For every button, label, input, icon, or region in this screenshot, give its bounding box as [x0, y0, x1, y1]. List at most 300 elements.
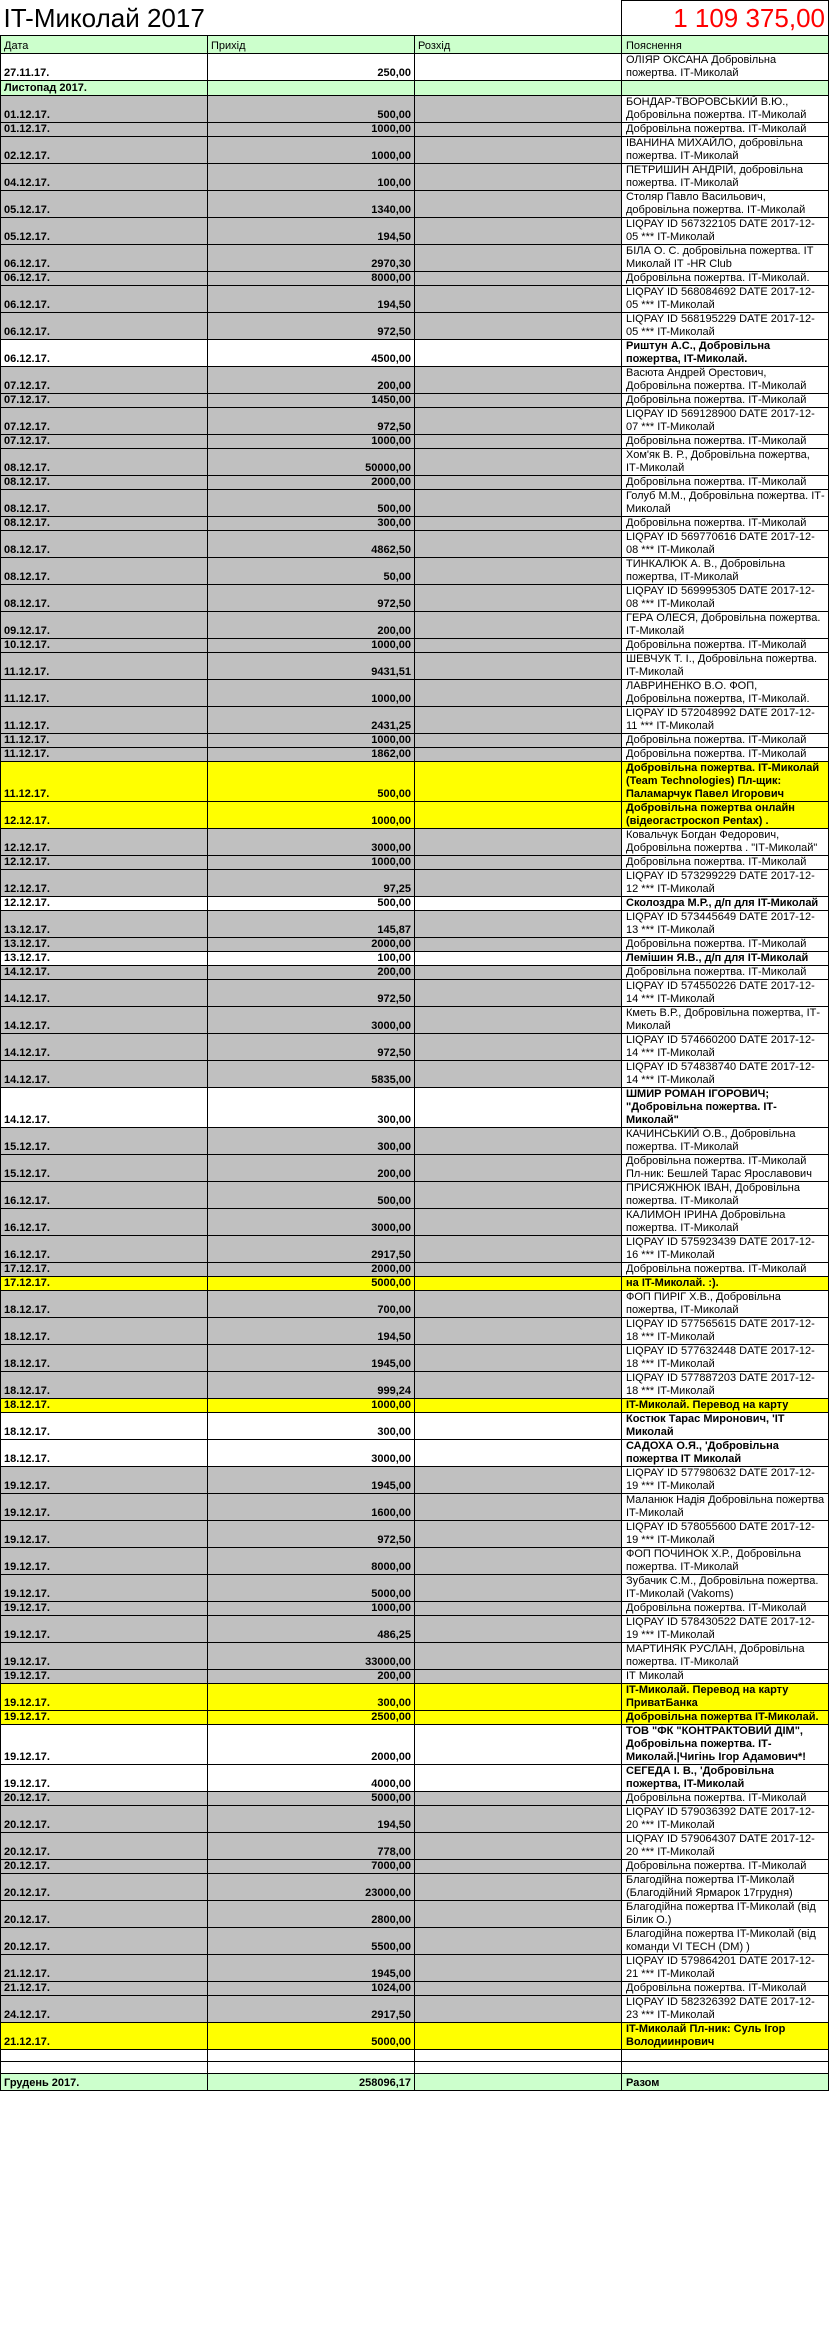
row-income[interactable]: 778,00	[208, 1833, 415, 1860]
row-note[interactable]: LIQPAY ID 577980632 DATE 2017-12-19 *** IT-Миколай	[622, 1467, 829, 1494]
row-income[interactable]: 500,00	[208, 1182, 415, 1209]
row-income[interactable]: 5000,00	[208, 1277, 415, 1291]
row-expense[interactable]	[415, 1440, 622, 1467]
row-note[interactable]: LIQPAY ID 572048992 DATE 2017-12-11 *** IT-Миколай	[622, 707, 829, 734]
row-date[interactable]: 08.12.17.	[1, 585, 208, 612]
row-note[interactable]: Добровільна пожертва. ІТ-Миколай Пл-ник: Бешлей Тарас Ярославович	[622, 1155, 829, 1182]
row-expense[interactable]	[415, 870, 622, 897]
row-date[interactable]: 13.12.17.	[1, 938, 208, 952]
row-note[interactable]: Костюк Тарас Миронович, 'IT Миколай	[622, 1413, 829, 1440]
row-expense[interactable]	[415, 1955, 622, 1982]
row-expense[interactable]	[415, 980, 622, 1007]
row-income[interactable]: 972,50	[208, 408, 415, 435]
row-expense[interactable]	[415, 191, 622, 218]
row-date[interactable]: 16.12.17.	[1, 1182, 208, 1209]
row-note[interactable]: Добровільна пожертва. ІТ-Миколай	[622, 123, 829, 137]
row-income[interactable]: 3000,00	[208, 1007, 415, 1034]
row-expense[interactable]	[415, 1602, 622, 1616]
row-note[interactable]: Добровільна пожертва. ІТ-Миколай	[622, 938, 829, 952]
row-income[interactable]: 500,00	[208, 897, 415, 911]
row-expense[interactable]	[415, 1901, 622, 1928]
row-income[interactable]: 1000,00	[208, 1602, 415, 1616]
row-expense[interactable]	[415, 585, 622, 612]
row-note[interactable]: Добровільна пожертва. ІТ-Миколай	[622, 435, 829, 449]
row-income[interactable]: 1000,00	[208, 137, 415, 164]
row-note[interactable]: Добровільна пожертва. ІТ-Миколай	[622, 1792, 829, 1806]
row-income[interactable]: 5000,00	[208, 2023, 415, 2050]
row-note[interactable]: LIQPAY ID 577632448 DATE 2017-12-18 *** IT-Миколай	[622, 1345, 829, 1372]
header-income[interactable]: Прихід	[208, 36, 415, 54]
row-note[interactable]: LIQPAY ID 579036392 DATE 2017-12-20 *** IT-Миколай	[622, 1806, 829, 1833]
row-expense[interactable]	[415, 1874, 622, 1901]
row-expense[interactable]	[415, 490, 622, 517]
row-date[interactable]: 06.12.17.	[1, 245, 208, 272]
row-expense[interactable]	[415, 829, 622, 856]
row-expense[interactable]	[415, 558, 622, 585]
row-date[interactable]: 12.12.17.	[1, 802, 208, 829]
row-date[interactable]: 10.12.17.	[1, 639, 208, 653]
row-expense[interactable]	[415, 612, 622, 639]
row-note[interactable]: КАЛИМОН ІРИНА Добровільна пожертва. ІТ-Миколай	[622, 1209, 829, 1236]
row-note[interactable]: Благодійна пожертва IT-Миколай (від Білик О.)	[622, 1901, 829, 1928]
row-note[interactable]: IT-Миколай. Перевод на карту ПриватБанка	[622, 1684, 829, 1711]
row-date[interactable]: 19.12.17.	[1, 1711, 208, 1725]
row-note[interactable]: LIQPAY ID 582326392 DATE 2017-12-23 *** IT-Миколай	[622, 1996, 829, 2023]
row-income[interactable]: 5500,00	[208, 1928, 415, 1955]
row-note[interactable]: Добровільна пожертва. ІТ-Миколай.	[622, 272, 829, 286]
row-income[interactable]: 5000,00	[208, 1792, 415, 1806]
empty-cell[interactable]	[1, 2062, 208, 2074]
row-date[interactable]: 19.12.17.	[1, 1467, 208, 1494]
row-expense[interactable]	[415, 1263, 622, 1277]
row-note[interactable]: Добровільна пожертва. ІТ-Миколай	[622, 1263, 829, 1277]
row-date[interactable]: 06.12.17.	[1, 313, 208, 340]
row-expense[interactable]	[415, 449, 622, 476]
row-expense[interactable]	[415, 1792, 622, 1806]
row-expense[interactable]	[415, 734, 622, 748]
row-expense[interactable]	[415, 1088, 622, 1128]
row-income[interactable]: 2000,00	[208, 938, 415, 952]
row-date[interactable]: 20.12.17.	[1, 1806, 208, 1833]
row-note[interactable]: LIQPAY ID 567322105 DATE 2017-12-05 *** IT-Миколай	[622, 218, 829, 245]
row-income[interactable]: 5835,00	[208, 1061, 415, 1088]
row-income[interactable]: 97,25	[208, 870, 415, 897]
row-date[interactable]: 14.12.17.	[1, 980, 208, 1007]
row-note[interactable]: БІЛА О. С. добровільна пожертва. ІТ Миколай ІТ -HR Club	[622, 245, 829, 272]
row-income[interactable]: 3000,00	[208, 829, 415, 856]
row-note[interactable]: LIQPAY ID 574550226 DATE 2017-12-14 *** IT-Миколай	[622, 980, 829, 1007]
row-expense[interactable]	[415, 286, 622, 313]
row-note[interactable]: Добровільна пожертва. ІТ-Миколай	[622, 734, 829, 748]
row-date[interactable]: 11.12.17.	[1, 680, 208, 707]
row-date[interactable]: 02.12.17.	[1, 137, 208, 164]
row-note[interactable]: Кметь В.Р., Добровільна пожертва, ІТ-Миколай	[622, 1007, 829, 1034]
row-expense[interactable]	[415, 218, 622, 245]
row-note[interactable]: Столяр Павло Васильович, добровільна пожертва. ІТ-Миколай	[622, 191, 829, 218]
row-income[interactable]: 200,00	[208, 367, 415, 394]
row-income[interactable]: 500,00	[208, 96, 415, 123]
row-date[interactable]: 08.12.17.	[1, 476, 208, 490]
row-expense[interactable]	[415, 1236, 622, 1263]
row-income[interactable]: 200,00	[208, 612, 415, 639]
row-income[interactable]: 50,00	[208, 558, 415, 585]
row-note[interactable]: Голуб М.М., Добровільна пожертва. ІТ-Миколай	[622, 490, 829, 517]
row-income[interactable]: 50000,00	[208, 449, 415, 476]
row-expense[interactable]	[415, 748, 622, 762]
row-expense[interactable]	[415, 1467, 622, 1494]
row-date[interactable]: 01.12.17.	[1, 123, 208, 137]
row-date[interactable]: 12.12.17.	[1, 856, 208, 870]
row-note[interactable]: LIQPAY ID 568084692 DATE 2017-12-05 *** IT-Миколай	[622, 286, 829, 313]
row-date[interactable]: 11.12.17.	[1, 762, 208, 802]
row-income[interactable]: 1000,00	[208, 123, 415, 137]
row-expense[interactable]	[415, 1575, 622, 1602]
row-date[interactable]: 19.12.17.	[1, 1643, 208, 1670]
row-date[interactable]: 11.12.17.	[1, 734, 208, 748]
header-expense[interactable]: Розхід	[415, 36, 622, 54]
row-expense[interactable]	[415, 272, 622, 286]
row-date[interactable]: 19.12.17.	[1, 1765, 208, 1792]
row-income[interactable]: 2431,25	[208, 707, 415, 734]
row-income[interactable]: 100,00	[208, 164, 415, 191]
row-note[interactable]: Добровільна пожертва. ІТ-Миколай	[622, 517, 829, 531]
row-note[interactable]: Маланюк Надія Добровільна пожертва IT-Миколай	[622, 1494, 829, 1521]
row-date[interactable]: 01.12.17.	[1, 96, 208, 123]
row-income[interactable]: 300,00	[208, 1088, 415, 1128]
row-income[interactable]: 7000,00	[208, 1860, 415, 1874]
row-date[interactable]: 19.12.17.	[1, 1725, 208, 1765]
row-date[interactable]: 08.12.17.	[1, 490, 208, 517]
row-expense[interactable]	[415, 1548, 622, 1575]
row-expense[interactable]	[415, 1494, 622, 1521]
row-expense[interactable]	[415, 2023, 622, 2050]
row-note[interactable]: ТОВ "ФК "КОНТРАКТОВИЙ ДІМ", Добровільна пожертва. ІТ-Миколай.|Чигінь Ігор Адамович*!	[622, 1725, 829, 1765]
row-note[interactable]: ФОП ПИРІГ Х.В., Добровільна пожертва, ІТ-Миколай	[622, 1291, 829, 1318]
row-expense[interactable]	[415, 1413, 622, 1440]
row-income[interactable]: 194,50	[208, 218, 415, 245]
row-note[interactable]: КАЧИНСЬКИЙ О.В., Добровільна пожертва. ІТ-Миколай	[622, 1128, 829, 1155]
row-income[interactable]: 1450,00	[208, 394, 415, 408]
row-note[interactable]: ПЕТРИШИН АНДРІЙ, добровільна пожертва. ІТ-Миколай	[622, 164, 829, 191]
row-date[interactable]: 14.12.17.	[1, 966, 208, 980]
row-expense[interactable]	[415, 1291, 622, 1318]
row-date[interactable]: 11.12.17.	[1, 748, 208, 762]
row-expense[interactable]	[415, 1833, 622, 1860]
row-date[interactable]: 11.12.17.	[1, 707, 208, 734]
row-income[interactable]: 3000,00	[208, 1440, 415, 1467]
row-date[interactable]: 19.12.17.	[1, 1548, 208, 1575]
row-date[interactable]: 20.12.17.	[1, 1874, 208, 1901]
row-expense[interactable]	[415, 164, 622, 191]
row-date[interactable]: 18.12.17.	[1, 1413, 208, 1440]
row-expense[interactable]	[415, 123, 622, 137]
row-expense[interactable]	[415, 1996, 622, 2023]
row-date[interactable]: 17.12.17.	[1, 1277, 208, 1291]
row-note[interactable]: Добровільна пожертва. ІТ-Миколай	[622, 1602, 829, 1616]
row-note[interactable]: Добровільна пожертва. ІТ-Миколай	[622, 394, 829, 408]
row-expense[interactable]	[415, 517, 622, 531]
header-note[interactable]: Пояснення	[622, 36, 829, 54]
row-income[interactable]: 200,00	[208, 1670, 415, 1684]
row-income[interactable]: 23000,00	[208, 1874, 415, 1901]
row-expense[interactable]	[415, 1521, 622, 1548]
row-note[interactable]: Сколоздра М.Р., д/п для IT-Миколай	[622, 897, 829, 911]
row-income[interactable]: 4500,00	[208, 340, 415, 367]
row-date[interactable]: 08.12.17.	[1, 531, 208, 558]
row-note[interactable]: ІВАНИНА МИХАЙЛО, добровільна пожертва. ІТ-Миколай	[622, 137, 829, 164]
row-expense[interactable]	[415, 1684, 622, 1711]
row-income[interactable]: 972,50	[208, 1521, 415, 1548]
row-income[interactable]: 1000,00	[208, 734, 415, 748]
row-income[interactable]: 2917,50	[208, 1996, 415, 2023]
row-date[interactable]: 13.12.17.	[1, 952, 208, 966]
row-date[interactable]: 08.12.17.	[1, 517, 208, 531]
row-income[interactable]: 500,00	[208, 490, 415, 517]
row-date[interactable]: 08.12.17.	[1, 558, 208, 585]
row-note[interactable]: Добровільна пожертва. ІТ-Миколай	[622, 639, 829, 653]
row-note[interactable]: ФОП ПОЧИНОК Х.Р., Добровільна пожертва. ІТ-Миколай	[622, 1548, 829, 1575]
row-expense[interactable]	[415, 435, 622, 449]
row-expense[interactable]	[415, 531, 622, 558]
row-date[interactable]: 07.12.17.	[1, 367, 208, 394]
row-note[interactable]: Добровільна пожертва. ІТ-Миколай (Team Technologies) Пл-щик: Паламарчук Павел Игорович	[622, 762, 829, 802]
row-date[interactable]: 15.12.17.	[1, 1128, 208, 1155]
row-date[interactable]: 18.12.17.	[1, 1318, 208, 1345]
row-date[interactable]: 21.12.17.	[1, 1955, 208, 1982]
row-note[interactable]: СЕГЕДА І. В., 'Добровільна пожертва, IT-Миколай	[622, 1765, 829, 1792]
row-note[interactable]: ЛАВРИНЕНКО В.О. ФОП, Добровільна пожертва, ІТ-Миколай.	[622, 680, 829, 707]
row-expense[interactable]	[415, 639, 622, 653]
row-expense[interactable]	[415, 137, 622, 164]
row-expense[interactable]	[415, 408, 622, 435]
row-note[interactable]: Добровільна пожертва. ІТ-Миколай	[622, 1982, 829, 1996]
row-expense[interactable]	[415, 1643, 622, 1670]
row-date[interactable]: 18.12.17.	[1, 1291, 208, 1318]
row-date[interactable]: 16.12.17.	[1, 1236, 208, 1263]
row-expense[interactable]	[415, 1765, 622, 1792]
row-income[interactable]: 2917,50	[208, 1236, 415, 1263]
row-date[interactable]: 20.12.17.	[1, 1928, 208, 1955]
row-date[interactable]: 19.12.17.	[1, 1602, 208, 1616]
row-income[interactable]: 999,24	[208, 1372, 415, 1399]
row-income[interactable]: 300,00	[208, 1128, 415, 1155]
row-date[interactable]: 07.12.17.	[1, 435, 208, 449]
row-note[interactable]: LIQPAY ID 574838740 DATE 2017-12-14 *** IT-Миколай	[622, 1061, 829, 1088]
row-expense[interactable]	[415, 1128, 622, 1155]
row-income[interactable]: 2000,00	[208, 1725, 415, 1765]
row-expense[interactable]	[415, 856, 622, 870]
row-date[interactable]: 06.12.17.	[1, 340, 208, 367]
row-date[interactable]: 15.12.17.	[1, 1155, 208, 1182]
row-note[interactable]: Риштун А.С., Добровільна пожертва, IT-Миколай.	[622, 340, 829, 367]
row-income[interactable]: 194,50	[208, 1806, 415, 1833]
row-income[interactable]: 1000,00	[208, 856, 415, 870]
row-date[interactable]: 24.12.17.	[1, 1996, 208, 2023]
row-date[interactable]: 20.12.17.	[1, 1901, 208, 1928]
row-note[interactable]: LIQPAY ID 579864201 DATE 2017-12-21 *** IT-Миколай	[622, 1955, 829, 1982]
row-income[interactable]: 1000,00	[208, 802, 415, 829]
row-note[interactable]: ШМИР РОМАН ІГОРОВИЧ; "Добровільна пожертва. ІТ-Миколай"	[622, 1088, 829, 1128]
row-income[interactable]: 4000,00	[208, 1765, 415, 1792]
row-expense[interactable]	[415, 897, 622, 911]
row-expense[interactable]	[415, 1318, 622, 1345]
row-expense[interactable]	[415, 966, 622, 980]
row-note[interactable]: LIQPAY ID 568195229 DATE 2017-12-05 *** IT-Миколай	[622, 313, 829, 340]
row-income[interactable]: 4862,50	[208, 531, 415, 558]
row-note[interactable]: ІТ Миколай	[622, 1670, 829, 1684]
row-income[interactable]: 1945,00	[208, 1345, 415, 1372]
row-note[interactable]: Добровільна пожертва. ІТ-Миколай	[622, 1860, 829, 1874]
row-date[interactable]: 07.12.17.	[1, 394, 208, 408]
row-income[interactable]: 972,50	[208, 585, 415, 612]
row-date[interactable]: 05.12.17.	[1, 191, 208, 218]
row-note[interactable]: LIQPAY ID 574660200 DATE 2017-12-14 *** IT-Миколай	[622, 1034, 829, 1061]
row-expense[interactable]	[415, 245, 622, 272]
row-income[interactable]: 250,00	[208, 54, 415, 81]
row-note[interactable]: ОЛІЯР ОКСАНА Добровільна пожертва. ІТ-Миколай	[622, 54, 829, 81]
row-date[interactable]: 17.12.17.	[1, 1263, 208, 1277]
row-date[interactable]: 18.12.17.	[1, 1372, 208, 1399]
row-note[interactable]: LIQPAY ID 578430522 DATE 2017-12-19 *** IT-Миколай	[622, 1616, 829, 1643]
row-note[interactable]: ТИНКАЛЮК А. В., Добровільна пожертва, ІТ-Миколай	[622, 558, 829, 585]
row-date[interactable]: 09.12.17.	[1, 612, 208, 639]
row-note[interactable]: LIQPAY ID 577887203 DATE 2017-12-18 *** IT-Миколай	[622, 1372, 829, 1399]
row-date[interactable]: 18.12.17.	[1, 1345, 208, 1372]
row-date[interactable]: 19.12.17.	[1, 1670, 208, 1684]
row-date[interactable]: 19.12.17.	[1, 1616, 208, 1643]
row-note[interactable]: Добровільна пожертва. ІТ-Миколай	[622, 476, 829, 490]
row-expense[interactable]	[415, 1345, 622, 1372]
row-income[interactable]: 1600,00	[208, 1494, 415, 1521]
row-expense[interactable]	[415, 1155, 622, 1182]
row-note[interactable]: LIQPAY ID 579064307 DATE 2017-12-20 *** IT-Миколай	[622, 1833, 829, 1860]
row-date[interactable]: 16.12.17.	[1, 1209, 208, 1236]
row-note[interactable]: ШЕВЧУК Т. І., Добровільна пожертва. IT-Миколай	[622, 653, 829, 680]
row-note[interactable]: IT-Миколай. Перевод на карту	[622, 1399, 829, 1413]
row-note[interactable]: Добровільна пожертва. ІТ-Миколай	[622, 966, 829, 980]
row-note[interactable]: LIQPAY ID 575923439 DATE 2017-12-16 *** IT-Миколай	[622, 1236, 829, 1263]
row-income[interactable]: 1945,00	[208, 1955, 415, 1982]
empty-cell[interactable]	[622, 2062, 829, 2074]
row-income[interactable]: 1000,00	[208, 1399, 415, 1413]
row-income[interactable]: 194,50	[208, 1318, 415, 1345]
row-expense[interactable]	[415, 680, 622, 707]
row-note[interactable]: Лемішин Я.В., д/п для IT-Миколай	[622, 952, 829, 966]
row-note[interactable]: Ковальчук Богдан Федорович, Добровільна пожертва . "ІТ-Миколай"	[622, 829, 829, 856]
row-date[interactable]: 18.12.17.	[1, 1440, 208, 1467]
row-income[interactable]: 1862,00	[208, 748, 415, 762]
row-date[interactable]: 12.12.17.	[1, 897, 208, 911]
row-date[interactable]: 06.12.17.	[1, 272, 208, 286]
row-expense[interactable]	[415, 313, 622, 340]
row-income[interactable]: 194,50	[208, 286, 415, 313]
row-income[interactable]: 2800,00	[208, 1901, 415, 1928]
row-date[interactable]: 07.12.17.	[1, 408, 208, 435]
row-income[interactable]: 300,00	[208, 1684, 415, 1711]
row-income[interactable]: 300,00	[208, 1413, 415, 1440]
row-expense[interactable]	[415, 762, 622, 802]
row-income[interactable]: 1024,00	[208, 1982, 415, 1996]
row-note[interactable]: LIQPAY ID 569995305 DATE 2017-12-08 *** IT-Миколай	[622, 585, 829, 612]
row-note[interactable]: LIQPAY ID 578055600 DATE 2017-12-19 *** IT-Миколай	[622, 1521, 829, 1548]
row-note[interactable]: ГЕРА ОЛЕСЯ, Добровільна пожертва. ІТ-Миколай	[622, 612, 829, 639]
row-note[interactable]: Зубачик С.М., Добровільна пожертва. ІТ-Миколай (Vakoms)	[622, 1575, 829, 1602]
row-income[interactable]: 2500,00	[208, 1711, 415, 1725]
row-expense[interactable]	[415, 1860, 622, 1874]
row-date[interactable]: 20.12.17.	[1, 1792, 208, 1806]
row-expense[interactable]	[415, 1209, 622, 1236]
row-date[interactable]: 11.12.17.	[1, 653, 208, 680]
row-note[interactable]: Благодійна пожертва IT-Миколай (Благодійний Ярмарок 17грудня)	[622, 1874, 829, 1901]
row-income[interactable]: 200,00	[208, 1155, 415, 1182]
row-expense[interactable]	[415, 394, 622, 408]
row-note[interactable]: IT-Миколай Пл-ник: Суль Ігор Володиинрович	[622, 2023, 829, 2050]
row-income[interactable]: 8000,00	[208, 272, 415, 286]
row-expense[interactable]	[415, 1711, 622, 1725]
row-expense[interactable]	[415, 1725, 622, 1765]
row-expense[interactable]	[415, 1399, 622, 1413]
row-income[interactable]: 972,50	[208, 980, 415, 1007]
row-note[interactable]: Добровільна пожертва IT-Миколай.	[622, 1711, 829, 1725]
row-date[interactable]: 19.12.17.	[1, 1684, 208, 1711]
row-expense[interactable]	[415, 476, 622, 490]
empty-cell[interactable]	[415, 2050, 622, 2062]
row-note[interactable]: ПРИСЯЖНЮК ІВАН, Добровільна пожертва. ІТ-Миколай	[622, 1182, 829, 1209]
row-income[interactable]: 972,50	[208, 1034, 415, 1061]
row-date[interactable]: 12.12.17.	[1, 829, 208, 856]
row-date[interactable]: 20.12.17.	[1, 1833, 208, 1860]
row-note[interactable]: БОНДАР-ТВОРОВСЬКИЙ В.Ю., Добровільна пожертва. ІТ-Миколай	[622, 96, 829, 123]
row-note[interactable]: Васюта Андрей Орестович, Добровільна пожертва. ІТ-Миколай	[622, 367, 829, 394]
row-date[interactable]: 19.12.17.	[1, 1521, 208, 1548]
row-expense[interactable]	[415, 802, 622, 829]
row-income[interactable]: 300,00	[208, 517, 415, 531]
row-expense[interactable]	[415, 938, 622, 952]
row-income[interactable]: 8000,00	[208, 1548, 415, 1575]
row-income[interactable]: 486,25	[208, 1616, 415, 1643]
row-income[interactable]: 5000,00	[208, 1575, 415, 1602]
row-note[interactable]: Добровільна пожертва. ІТ-Миколай	[622, 856, 829, 870]
row-income[interactable]: 500,00	[208, 762, 415, 802]
row-date[interactable]: 21.12.17.	[1, 1982, 208, 1996]
row-note[interactable]: Хом'як В. Р., Добровільна пожертва, ІТ-Миколай	[622, 449, 829, 476]
row-date[interactable]: 14.12.17.	[1, 1007, 208, 1034]
row-date[interactable]: 13.12.17.	[1, 911, 208, 938]
row-expense[interactable]	[415, 1372, 622, 1399]
row-expense[interactable]	[415, 54, 622, 81]
row-note[interactable]: Благодійна пожертва IT-Миколай (від команди VI TECH (DM) )	[622, 1928, 829, 1955]
row-date[interactable]: 19.12.17.	[1, 1494, 208, 1521]
row-date[interactable]: 12.12.17.	[1, 870, 208, 897]
row-date[interactable]: 08.12.17.	[1, 449, 208, 476]
row-date[interactable]: 21.12.17.	[1, 2023, 208, 2050]
row-note[interactable]: САДОХА О.Я., 'Добровільна пожертва IT Миколай	[622, 1440, 829, 1467]
row-income[interactable]: 9431,51	[208, 653, 415, 680]
row-income[interactable]: 1000,00	[208, 435, 415, 449]
row-expense[interactable]	[415, 367, 622, 394]
row-note[interactable]: МАРТИНЯК РУСЛАН, Добровільна пожертва. ІТ-Миколай	[622, 1643, 829, 1670]
row-note[interactable]: на IT-Миколай. :).	[622, 1277, 829, 1291]
row-note[interactable]: Добровільна пожертва онлайн (відеогастроскоп Pentax) .	[622, 802, 829, 829]
row-expense[interactable]	[415, 1982, 622, 1996]
row-expense[interactable]	[415, 1277, 622, 1291]
row-expense[interactable]	[415, 1616, 622, 1643]
row-expense[interactable]	[415, 707, 622, 734]
row-date[interactable]: 05.12.17.	[1, 218, 208, 245]
empty-cell[interactable]	[208, 2050, 415, 2062]
row-expense[interactable]	[415, 96, 622, 123]
row-note[interactable]: LIQPAY ID 569128900 DATE 2017-12-07 *** IT-Миколай	[622, 408, 829, 435]
